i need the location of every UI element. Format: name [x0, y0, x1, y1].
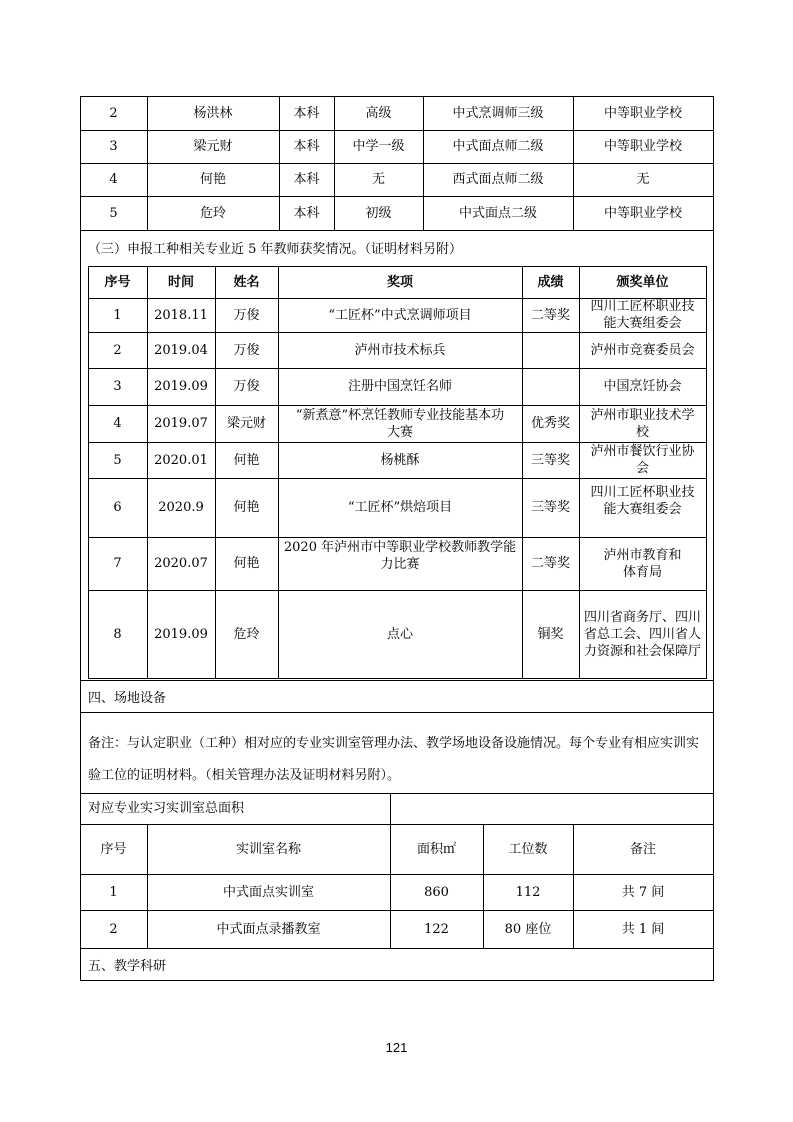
header-issuer: 颁奖单位 [616, 274, 669, 290]
award-item: 注册中国烹饪名师 [347, 379, 452, 394]
award-person: 梁元财 [226, 416, 266, 431]
awards-section-title: （三）申报工种相关专业近 5 年教师获奖情况。（证明材料另附） [88, 241, 463, 257]
venue-header-stations: 工位数 [508, 841, 548, 857]
award-no: 1 [113, 307, 122, 323]
award-time: 2019.07 [154, 416, 208, 431]
staff-name: 何艳 [199, 172, 226, 187]
award-issuer: 四川工匠杯职业技能大赛组委会 [590, 485, 695, 517]
area-value [391, 793, 713, 824]
staff-education: 本科 [293, 139, 320, 154]
award-issuer: 泸州市教育和体育局 [603, 547, 682, 580]
area-label: 对应专业实习实训室总面积 [88, 801, 245, 816]
award-no: 7 [113, 556, 122, 571]
award-time: 2018.11 [154, 307, 208, 323]
award-time: 2019.09 [154, 626, 208, 642]
staff-name: 杨洪林 [193, 105, 233, 121]
venue-stations: 80 座位 [504, 921, 552, 937]
award-item: 杨桃酥 [380, 452, 420, 468]
award-no: 4 [113, 416, 122, 431]
staff-title: 初级 [365, 205, 392, 221]
venue-remark: 共 7 间 [621, 884, 665, 900]
award-no: 3 [113, 379, 122, 394]
staff-school: 中等职业学校 [603, 105, 682, 121]
staff-title: 中学一级 [352, 139, 405, 154]
venue-name: 中式面点录播教室 [216, 921, 321, 937]
award-issuer: 泸州市餐饮行业协会 [590, 444, 695, 476]
staff-no: 2 [109, 105, 118, 121]
staff-education: 本科 [293, 205, 320, 221]
venue-area: 122 [424, 921, 449, 937]
staff-name: 危玲 [199, 205, 226, 221]
staff-no: 3 [109, 139, 118, 154]
staff-education: 本科 [293, 105, 320, 121]
venue-no: 1 [109, 884, 118, 900]
award-no: 2 [113, 342, 122, 358]
award-time: 2020.07 [154, 556, 208, 571]
staff-name: 梁元财 [193, 139, 233, 154]
award-time: 2020.9 [158, 500, 204, 515]
award-person: 何艳 [233, 556, 260, 571]
staff-certificate: 中式面点二级 [458, 205, 537, 221]
header-result: 成绩 [537, 274, 564, 290]
award-issuer: 泸州市职业技术学校 [590, 407, 695, 440]
award-item: 点心 [386, 626, 413, 642]
award-person: 万俊 [233, 307, 260, 323]
staff-school: 无 [636, 172, 650, 187]
venue-header-name: 实训室名称 [235, 841, 301, 857]
header-time: 时间 [167, 274, 194, 290]
venue-remark: 共 1 间 [621, 921, 665, 937]
award-issuer: 中国烹饪协会 [603, 379, 682, 394]
staff-title: 无 [371, 172, 385, 187]
award-person: 危玲 [233, 626, 260, 642]
venue-header-no: 序号 [100, 841, 127, 857]
award-person: 万俊 [233, 379, 260, 394]
award-item: 泸州市技术标兵 [354, 342, 446, 358]
award-person: 万俊 [233, 342, 260, 358]
header-name: 姓名 [233, 274, 260, 290]
award-result: 铜奖 [537, 626, 564, 642]
venue-name: 中式面点实训室 [222, 884, 314, 900]
staff-title: 高级 [365, 105, 392, 121]
award-no: 5 [113, 452, 122, 468]
award-result: 三等奖 [530, 452, 570, 468]
award-issuer: 四川省商务厅、四川省总工会、四川省人力资源和社会保障厅 [583, 609, 701, 659]
header-no: 序号 [104, 274, 131, 290]
header-award-item: 奖项 [386, 274, 413, 290]
staff-education: 本科 [293, 172, 320, 187]
award-time: 2019.04 [154, 342, 208, 358]
award-time: 2019.09 [154, 379, 208, 394]
venue-area: 860 [424, 884, 449, 900]
staff-no: 4 [109, 172, 118, 187]
award-person: 何艳 [233, 452, 260, 468]
award-item: “工匠杯”烘焙项目 [347, 500, 453, 515]
venue-no: 2 [109, 921, 118, 937]
award-no: 6 [113, 500, 122, 515]
award-item: “工匠杯”中式烹调师项目 [328, 307, 472, 323]
award-result [522, 332, 579, 368]
award-issuer: 泸州市竞赛委员会 [590, 342, 695, 358]
award-result: 二等奖 [530, 556, 570, 571]
venue-stations: 112 [515, 884, 541, 900]
award-person: 何艳 [233, 500, 260, 515]
staff-certificate: 中式面点师二级 [452, 139, 544, 154]
award-result: 优秀奖 [530, 416, 570, 431]
award-time: 2020.01 [154, 452, 208, 468]
award-item: “新煮意”杯烹饪教师专业技能基本功大赛 [295, 407, 505, 440]
award-item: 2020 年泸州市中等职业学校教师教学能力比赛 [283, 540, 517, 572]
page-number: 121 [385, 1040, 408, 1055]
research-section-title: 五、教学科研 [88, 958, 167, 974]
award-issuer: 四川工匠杯职业技能大赛组委会 [590, 299, 695, 331]
award-result: 二等奖 [530, 307, 570, 323]
venue-header-remark: 备注 [629, 841, 656, 857]
award-no: 8 [113, 626, 122, 642]
venue-header-area: 面积㎡ [416, 841, 456, 857]
staff-school: 中等职业学校 [603, 139, 682, 154]
outer-right-border [713, 96, 714, 980]
venue-note: 备注：与认定职业（工种）相对应的专业实训室管理办法、教学场地设备设施情况。每个专业有相应实训实验工位的证明材料。（相关管理办法及证明材料另附）。 [88, 736, 700, 783]
award-result: 三等奖 [530, 500, 570, 515]
staff-school: 中等职业学校 [603, 205, 682, 221]
staff-certificate: 中式烹调师三级 [452, 105, 544, 121]
staff-no: 5 [109, 205, 118, 221]
award-result [522, 368, 579, 405]
staff-certificate: 西式面点师二级 [452, 172, 544, 187]
venue-section-title: 四、场地设备 [88, 690, 167, 706]
